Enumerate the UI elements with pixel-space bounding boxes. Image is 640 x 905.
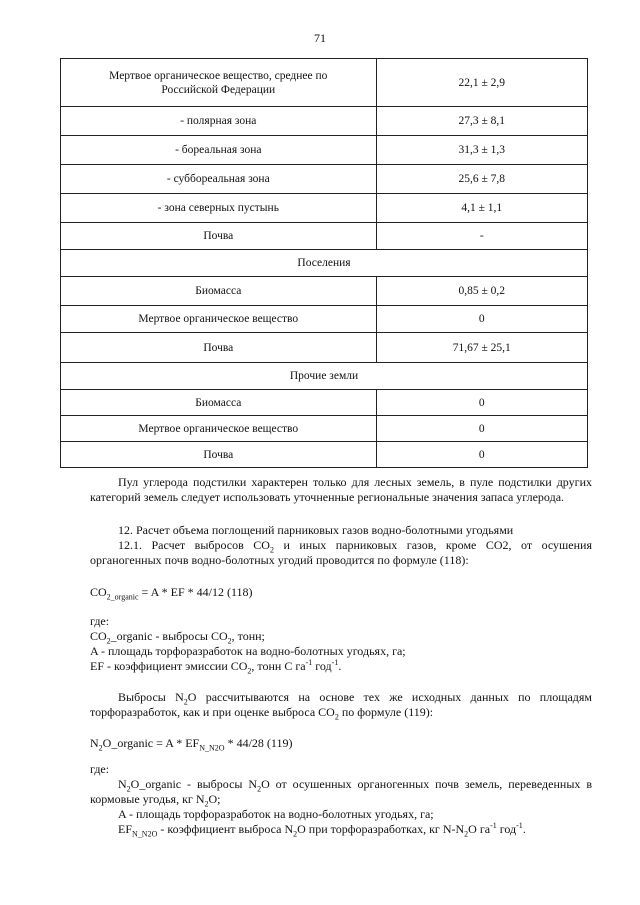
category-cell: Биомасса	[61, 277, 377, 306]
formula-119: $N_2O\_organic = A * EF_{N\_N2O} * 44/28$ (119)	[90, 736, 293, 753]
paragraph-n2o: Выбросы $N_2O$ рассчитываются на основе тех же исходных данных по площадям торфоразработок, как и при оценке выброса $CO_2$ по формуле (119):	[90, 690, 592, 722]
table-row	[61, 165, 588, 194]
paragraph-12-1: 12.1. Расчет выбросов $CO_2$ и иных парниковых газов, кроме CO2, от осушения органогенных почв водно-болотных угодий проводится по формуле (118):	[90, 538, 592, 567]
litter-note: Пул углерода подстилки характерен только для лесных земель, в пуле подстилки других категорий земель следует использовать уточненные региональные значения запаса углерода.	[90, 475, 592, 504]
table-row	[61, 333, 588, 363]
category-cell: Мертвое органическое вещество	[61, 416, 377, 442]
category-cell: Почва	[61, 223, 377, 250]
definition-ef: EF - коэффициент эмиссии $CO_2$, тонн C $га^{-1}$ год$^{-1}$.	[90, 658, 342, 676]
definition-a-1: A - площадь торфоразработок на водно-болотных угодьях, га;	[90, 644, 406, 658]
table-row	[61, 416, 588, 442]
table-row	[61, 194, 588, 223]
carbon-stock-table	[60, 58, 588, 468]
value-cell: 0	[376, 390, 587, 416]
table-row	[61, 277, 588, 306]
table-row	[61, 59, 588, 107]
value-cell: 0	[376, 442, 587, 468]
value-cell: 4,1 ± 1,1	[376, 194, 587, 223]
section-12-heading: 12. Расчет объема поглощений парниковых газов водно-болотными угодьями	[118, 523, 514, 537]
value-cell: 71,67 ± 25,1	[376, 333, 587, 363]
category-cell: - бореальная зона	[61, 136, 377, 165]
table-row	[61, 223, 588, 250]
category-cell: Мертвое органическое вещество, среднее по Российской Федерации	[61, 59, 377, 107]
value-cell: 31,3 ± 1,3	[376, 136, 587, 165]
formula-118: $CO_{2\_organic} = A$ * EF * 44/12 (118)	[90, 585, 253, 602]
value-cell: 0,85 ± 0,2	[376, 277, 587, 306]
definition-co2: $CO_2\_organic$ - выбросы $CO_2$, тонн;	[90, 629, 265, 646]
page-number: 71	[314, 31, 326, 45]
table-section-row	[61, 250, 588, 277]
where-label-1: где:	[90, 614, 110, 628]
definition-a-2: A - площадь торфоразработок на водно-болотных угодьях, га;	[118, 807, 434, 821]
value-cell: 0	[376, 306, 587, 333]
section-header-cell: Прочие земли	[61, 363, 588, 390]
section-header-cell: Поселения	[61, 250, 588, 277]
definition-n2o: $N_2O\_organic$ - выбросы $N_2O$ от осушенных органогенных почв земель, переведенных в кормовые угодья, кг $N_2O$;	[90, 777, 592, 809]
category-cell: - суббореальная зона	[61, 165, 377, 194]
value-cell: 0	[376, 416, 587, 442]
category-cell: Биомасса	[61, 390, 377, 416]
table-row	[61, 107, 588, 136]
value-cell: -	[376, 223, 587, 250]
table-row	[61, 442, 588, 468]
category-cell: Мертвое органическое вещество	[61, 306, 377, 333]
category-cell: - полярная зона	[61, 107, 377, 136]
table-row	[61, 390, 588, 416]
where-label-2: где:	[90, 762, 110, 776]
value-cell: 25,6 ± 7,8	[376, 165, 587, 194]
value-cell: 27,3 ± 8,1	[376, 107, 587, 136]
category-cell: - зона северных пустынь	[61, 194, 377, 223]
category-cell: Почва	[61, 333, 377, 363]
table-row	[61, 136, 588, 165]
table-section-row	[61, 363, 588, 390]
table-row	[61, 306, 588, 333]
category-cell: Почва	[61, 442, 377, 468]
definition-ef-n2o: $EF_{N\_N2O}$ - коэффициент выброса $N_2O$ при торфоразработках, кг $N-N_2O$ $га^{-1}$ год$^{-1}$.	[118, 821, 526, 839]
value-cell: 22,1 ± 2,9	[376, 59, 587, 107]
